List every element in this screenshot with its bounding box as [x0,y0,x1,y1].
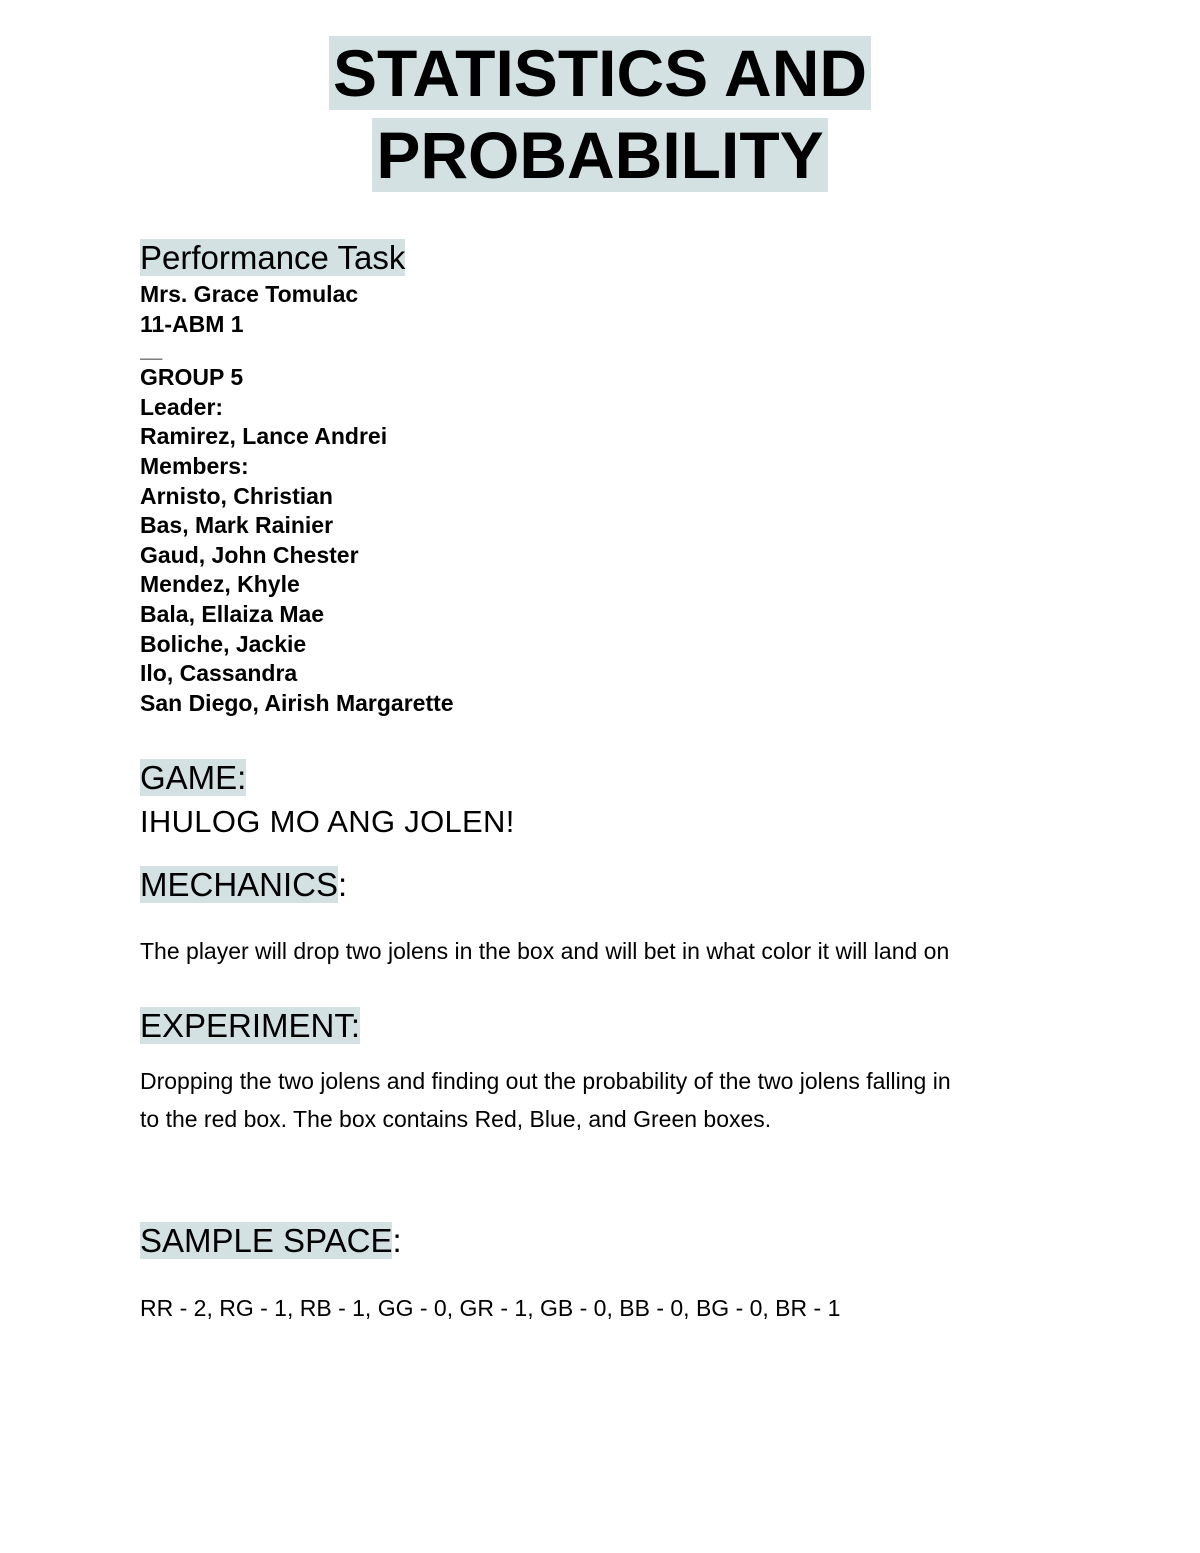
game-heading-text: GAME: [140,759,247,796]
mechanics-text: The player will drop two jolens in the box and will bet in what color it will land on [140,938,950,964]
group-info [140,280,454,718]
separator-line: __ [140,340,163,363]
performance-task-heading-text: Performance Task [140,239,406,276]
experiment-text-line-1: Dropping the two jolens and finding out the probability of the two jolens falling in [140,1068,951,1094]
section-name: 11-ABM 1 [140,310,244,337]
page-title-line-2-text: PROBABILITY [372,118,827,192]
page-title-line-2 [0,114,1200,196]
member-name: Arnisto, Christian [140,482,333,509]
member-name: Gaud, John Chester [140,541,359,568]
members-label: Members: [140,452,249,479]
mechanics-heading [140,865,347,905]
teacher-name: Mrs. Grace Tomulac [140,281,359,307]
sample-space-heading-colon: : [392,1222,402,1259]
game-heading [140,758,246,798]
sample-space-heading-text: SAMPLE SPACE [140,1222,393,1259]
page-title-line-1-text: STATISTICS AND [329,36,871,110]
member-name: Bala, Ellaiza Mae [140,600,325,627]
member-name: San Diego, Airish Margarette [140,689,454,716]
leader-name: Ramirez, Lance Andrei [140,423,388,450]
mechanics-heading-text: MECHANICS [140,866,339,903]
member-name: Bas, Mark Rainier [140,512,334,539]
group-name: GROUP 5 [140,364,244,391]
member-name: Boliche, Jackie [140,630,307,657]
member-name: Mendez, Khyle [140,571,300,598]
mechanics-heading-colon: : [338,866,348,903]
sample-space-heading [140,1221,402,1261]
experiment-heading-text: EXPERIMENT: [140,1007,361,1044]
performance-task-heading [140,238,405,278]
leader-label: Leader: [140,393,224,420]
experiment-heading [140,1006,360,1046]
sample-space-text: RR - 2, RG - 1, RB - 1, GG - 0, GR - 1, GB - 0, BB - 0, BG - 0, BR - 1 [140,1295,841,1321]
page-title-line-1 [0,32,1200,114]
experiment-text-line-2: to the red box. The box contains Red, Blue, and Green boxes. [140,1106,772,1132]
member-name: Ilo, Cassandra [140,660,298,687]
game-name: IHULOG MO ANG JOLEN! [140,804,515,839]
